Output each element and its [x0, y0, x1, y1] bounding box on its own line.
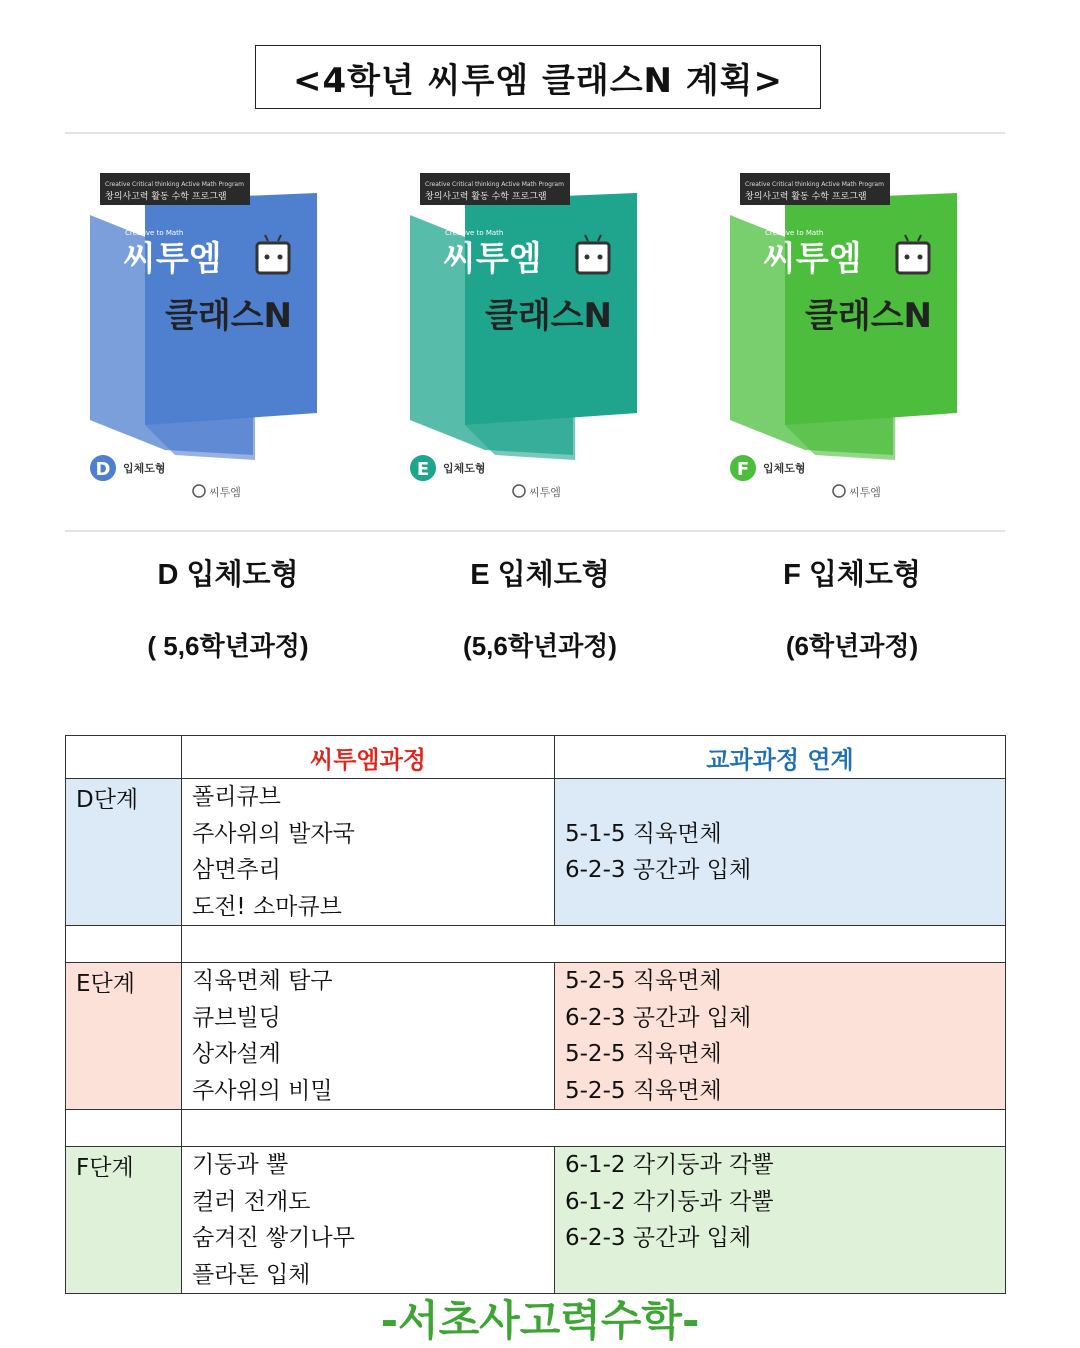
activity-item: 기둥과 뿔 [192, 1152, 289, 1178]
logo-line1: 씨투엠 [123, 239, 222, 279]
table-row-e [66, 963, 1006, 1110]
publisher-name: 씨투엠 [849, 486, 881, 499]
publisher-logo-icon [833, 485, 845, 497]
badge-e [409, 454, 437, 482]
book-grade-range-d: ( 5,6학년과정) [147, 631, 309, 661]
svg-text:E: E [416, 459, 430, 480]
curriculum-f [555, 1147, 1006, 1294]
curriculum-item: 6-1-2 각기둥과 각뿔 [565, 1188, 774, 1215]
publisher-name: 씨투엠 [529, 486, 561, 499]
curriculum-item: 5-2-5 직육면체 [565, 968, 722, 994]
divider-top [65, 132, 1005, 134]
logo-line2: 클래스N [805, 296, 932, 336]
activity-item: 컬러 전개도 [192, 1188, 311, 1215]
plan-table [65, 735, 1006, 1294]
tagline: Creative to Math [445, 229, 504, 237]
activity-item: 상자설계 [192, 1041, 281, 1067]
publisher-logo-icon [513, 485, 525, 497]
activity-item: 주사위의 발자국 [192, 820, 355, 847]
footer-academy-name: -서초사고력수학- [380, 1296, 700, 1345]
activity-item: 삼면추리 [192, 857, 281, 883]
activity-item: 폴리큐브 [192, 784, 281, 810]
logo-line1: 씨투엠 [443, 239, 542, 279]
stage-label-f: F단계 [66, 1147, 182, 1294]
badge-f [729, 454, 757, 482]
table-header-row [66, 736, 1006, 779]
table-row-f [66, 1147, 1006, 1294]
table-row-d [66, 779, 1006, 926]
curriculum-item: 5-1-5 직육면체 [565, 820, 722, 847]
curriculum-item: 6-2-3 공간과 입체 [565, 857, 752, 883]
badge-d [89, 454, 117, 482]
activity-item: 직육면체 탐구 [192, 968, 333, 994]
table-spacer-row [66, 926, 1006, 963]
book-cover-e [405, 165, 645, 510]
page-title: <4학년 씨투엠 클래스N 계획> [255, 45, 821, 109]
book-grade-range-e: (5,6학년과정) [463, 631, 617, 661]
curriculum-item: 6-1-2 각기둥과 각뿔 [565, 1152, 774, 1178]
curriculum-e [555, 963, 1006, 1110]
curriculum-item: 6-2-3 공간과 입체 [565, 1004, 752, 1031]
tagline: Creative to Math [765, 229, 824, 237]
badge-label: 입체도형 [443, 462, 486, 475]
series-text-ko: 창의사고력 활동 수학 프로그램 [425, 192, 547, 202]
svg-text:F: F [736, 459, 750, 480]
series-text-ko: 창의사고력 활동 수학 프로그램 [105, 192, 227, 202]
series-text-ko: 창의사고력 활동 수학 프로그램 [745, 192, 867, 202]
activity-item: 도전! 소마큐브 [192, 893, 342, 920]
logo-line2: 클래스N [485, 296, 612, 336]
book-title-f: F 입체도형 [783, 559, 921, 591]
curriculum-item: 5-2-5 직육면체 [565, 1041, 722, 1067]
header-curriculum-link: 교과과정 연계 [555, 736, 1006, 779]
book-cover-d [85, 165, 325, 510]
activities-e [182, 963, 555, 1110]
publisher-name: 씨투엠 [209, 486, 241, 499]
header-stage [66, 736, 182, 779]
activities-f [182, 1147, 555, 1294]
series-text-en: Creative Critical thinking Active Math Program [425, 181, 564, 188]
book-cover-f [725, 165, 965, 510]
logo-line1: 씨투엠 [763, 239, 862, 279]
book-grade-range-f: (6학년과정) [785, 631, 919, 661]
curriculum-d [555, 779, 1006, 926]
activities-d [182, 779, 555, 926]
publisher-logo-icon [193, 485, 205, 497]
svg-text:D: D [95, 459, 111, 480]
table-spacer-row [66, 1110, 1006, 1147]
stage-label-e: E단계 [66, 963, 182, 1110]
badge-label: 입체도형 [123, 462, 166, 475]
logo-line2: 클래스N [165, 296, 292, 336]
stage-label-d: D단계 [66, 779, 182, 926]
curriculum-item [565, 779, 995, 816]
series-text-en: Creative Critical thinking Active Math Program [745, 181, 884, 188]
curriculum-item [565, 889, 995, 926]
activity-item: 숨겨진 쌓기나무 [192, 1225, 355, 1251]
badge-label: 입체도형 [763, 462, 806, 475]
curriculum-item: 5-2-5 직육면체 [565, 1077, 722, 1104]
activity-item: 플라톤 입체 [192, 1261, 311, 1288]
activity-item: 주사위의 비밀 [192, 1077, 333, 1104]
tagline: Creative to Math [125, 229, 184, 237]
header-c2m-course: 씨투엠과정 [182, 736, 555, 779]
divider-middle [65, 530, 1005, 532]
curriculum-item: 6-2-3 공간과 입체 [565, 1225, 752, 1251]
book-title-e: E 입체도형 [470, 559, 610, 591]
series-text-en: Creative Critical thinking Active Math Program [105, 181, 244, 188]
book-title-d: D 입체도형 [157, 559, 299, 591]
activity-item: 큐브빌딩 [192, 1004, 281, 1031]
